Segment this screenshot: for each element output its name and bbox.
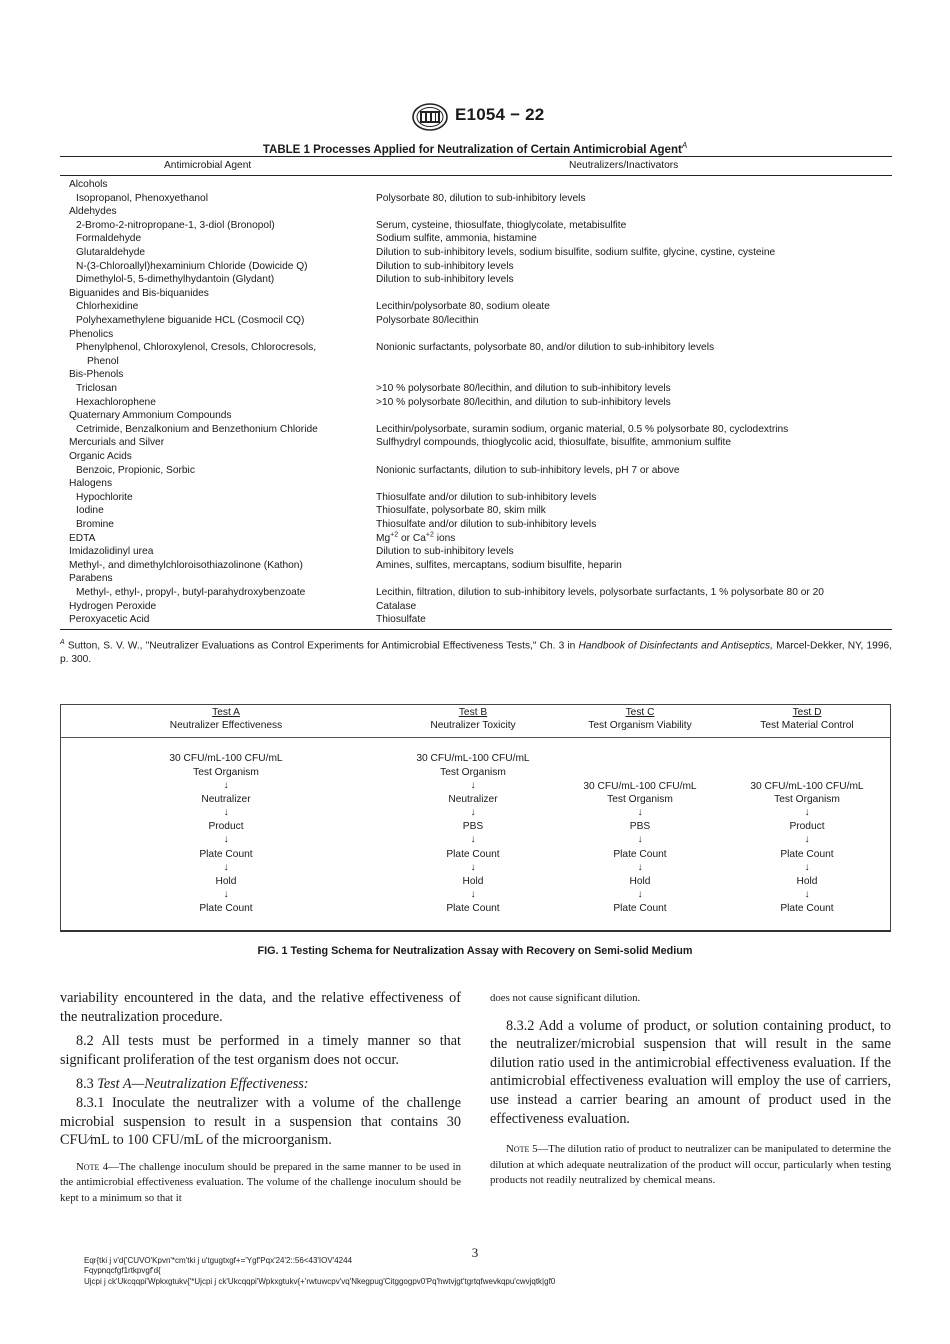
body-paragraph: variability encountered in the data, and the relative effectiveness of the neutralization procedure.	[60, 990, 461, 1025]
neutralizer-cell: Lecithin, filtration, dilution to sub-inhibitory levels, polysorbate surfactants, 1 % polysorbate 80 or 20	[376, 587, 824, 598]
schema-step: Plate Count	[613, 849, 667, 860]
table-row	[60, 504, 892, 518]
schema-step: Plate Count	[613, 903, 667, 914]
schema-step: Hold	[215, 876, 237, 887]
neutralizer-part: or Ca	[398, 532, 426, 544]
agent-cell: Alcohols	[69, 179, 108, 190]
table-row	[60, 586, 892, 600]
table-row	[60, 600, 892, 614]
schema-step: Neutralizer	[448, 794, 498, 805]
neutralizer-cell: Thiosulfate	[376, 614, 426, 626]
table-row	[60, 273, 892, 287]
footnote-tail: Marcel-Dekker, NY, 1996, p. 300.	[60, 640, 893, 666]
table-row	[60, 314, 892, 328]
schema-step: PBS	[462, 821, 484, 832]
agent-cell: Quaternary Ammonium Compounds	[69, 410, 232, 422]
agent-cell: Isopropanol, Phenoxyethanol	[76, 192, 208, 204]
note-5	[490, 1142, 891, 1189]
down-arrow-icon: ↓	[470, 862, 476, 873]
schema-column-title	[707, 706, 907, 719]
schema-step: Plate Count	[446, 849, 500, 860]
schema-step: Test Organism	[774, 794, 840, 805]
schema-step: Plate Count	[780, 903, 834, 914]
figure-caption: FIG. 1 Testing Schema for Neutralization Assay with Recovery on Semi-solid Medium	[257, 945, 693, 957]
table-title	[0, 141, 950, 156]
neutralizer-cell: >10 % polysorbate 80/lecithin, and dilution to sub-inhibitory levels	[376, 383, 671, 394]
table-row	[60, 300, 892, 314]
neutralizer-cell	[376, 532, 455, 546]
neutralizer-cell: Lecithin/polysorbate 80, sodium oleate	[376, 301, 550, 313]
page-number: 3	[471, 1245, 479, 1260]
note-label: Note 5	[506, 1143, 538, 1156]
charge-superscript: +2	[425, 531, 434, 539]
agent-cell: Methyl-, and dimethylchloroisothiazolinone (Kathon)	[69, 559, 303, 571]
schema-header-rule	[61, 737, 890, 738]
note-label: Note 4	[76, 1160, 109, 1173]
down-arrow-icon: ↓	[637, 862, 643, 873]
agent-cell: Iodine	[76, 505, 104, 517]
standard-designation: E1054 − 22	[455, 105, 545, 124]
neutralizer-cell: Sodium sulfite, ammonia, histamine	[376, 233, 537, 245]
down-arrow-icon: ↓	[637, 807, 643, 818]
table-row	[60, 559, 892, 573]
down-arrow-icon: ↓	[223, 889, 229, 900]
charge-superscript: +2	[390, 531, 399, 539]
agent-cell: Dimethylol-5, 5-dimethylhydantoin (Glydant)	[76, 274, 275, 286]
neutralizer-cell: Lecithin/polysorbate, suramin sodium, organic material, 0.5 % polysorbate 80, cyclodextrins	[376, 423, 789, 435]
neutralizer-cell: Amines, sulfites, mercaptans, sodium bisulfite, heparin	[376, 559, 622, 571]
agent-cell: Formaldehyde	[76, 233, 142, 245]
schema-title-text: Test A	[212, 707, 240, 718]
agent-cell: EDTA	[69, 532, 96, 544]
license-line: Fqypnqcfgf1rtkpvgf'd{	[84, 1266, 161, 1276]
neutralizer-cell: Sulfhydryl compounds, thioglycolic acid, thiosulfate, bisulfite, ammonium sulfite	[376, 437, 732, 449]
down-arrow-icon: ↓	[223, 780, 229, 791]
table-row	[60, 341, 892, 355]
section-8-2-paragraph: 8.2 All tests must be performed in a timely manner so that significant proliferation of the test organism does not occur.	[60, 1033, 461, 1068]
agent-cell: Hexachlorophene	[76, 396, 156, 408]
neutralizer-cell: Dilution to sub-inhibitory levels, sodium bisulfite, sodium sulfite, glycine, cystine, cysteine	[376, 247, 776, 258]
neutralizer-cell: Nonionic surfactants, dilution to sub-inhibitory levels, pH 7 or above	[376, 464, 680, 476]
body-left-column	[60, 989, 461, 1207]
schema-step: Test Organism	[607, 794, 673, 805]
column-header-neutralizer: Neutralizers/Inactivators	[569, 160, 679, 171]
note-4-continued: does not cause significant dilution.	[490, 992, 641, 1004]
neutralizer-cell: Nonionic surfactants, polysorbate 80, and/or dilution to sub-inhibitory levels	[376, 342, 715, 354]
table-row	[60, 545, 892, 559]
agent-cell: Aldehydes	[69, 206, 117, 218]
section-8-3-1-paragraph: 8.3.1 Inoculate the neutralizer with a volume of the challenge microbial suspension to result in a suspension that contains 30 CFU⁄mL to 100 CFU/mL of the microorganism.	[60, 1094, 461, 1149]
schema-column-subtitle: Neutralizer Effectiveness	[169, 720, 283, 731]
schema-column-subtitle: Neutralizer Toxicity	[430, 720, 516, 731]
table-row	[60, 382, 892, 396]
agent-cell: N-(3-Chloroallyl)hexaminium Chloride (Dowicide Q)	[76, 260, 308, 272]
agent-cell: Halogens	[69, 478, 113, 490]
table-row	[60, 532, 892, 546]
schema-step: Test Organism	[440, 767, 506, 778]
down-arrow-icon: ↓	[804, 834, 810, 845]
neutralizer-cell: >10 % polysorbate 80/lecithin, and dilution to sub-inhibitory levels	[376, 396, 671, 408]
table-row	[60, 287, 892, 301]
schema-step: Product	[789, 821, 825, 832]
schema-title-text: Test B	[458, 707, 488, 718]
down-arrow-icon: ↓	[223, 807, 229, 818]
down-arrow-icon: ↓	[223, 834, 229, 845]
agent-cell: Glutaraldehyde	[76, 247, 146, 258]
table-title-text: TABLE 1 Processes Applied for Neutralization of Certain Antimicrobial Agent	[262, 143, 682, 156]
table-row	[60, 232, 892, 246]
down-arrow-icon: ↓	[223, 862, 229, 873]
schema-step: Plate Count	[199, 903, 253, 914]
agent-cell: Methyl-, ethyl-, propyl-, butyl-parahydroxybenzoate	[76, 587, 306, 598]
agent-cell: Bis-Phenols	[69, 369, 124, 381]
table-footnote	[60, 636, 892, 667]
neutralizer-cell: Thiosulfate and/or dilution to sub-inhibitory levels	[376, 519, 597, 530]
note-text: —The dilution ratio of product to neutralizer can be manipulated to determine the dilution at which adequate neutralization of the product will occur, particularly when testing products not readily neutralized by chemical means.	[490, 1143, 891, 1187]
section-8-3-heading	[60, 1075, 461, 1094]
table-row	[60, 355, 892, 369]
schema-step: Plate Count	[446, 903, 500, 914]
down-arrow-icon: ↓	[470, 780, 476, 791]
table-row	[60, 436, 892, 450]
schema-step: Neutralizer	[201, 794, 251, 805]
down-arrow-icon: ↓	[470, 889, 476, 900]
neutralizer-cell: Dilution to sub-inhibitory levels	[376, 274, 514, 286]
down-arrow-icon: ↓	[804, 807, 810, 818]
note-4	[60, 1160, 461, 1207]
section-number: 8.3	[76, 1076, 94, 1093]
schema-step: 30 CFU/mL-100 CFU/mL	[750, 781, 864, 792]
table-row	[60, 192, 892, 206]
agent-cell: Imidazolidinyl urea	[69, 546, 154, 558]
license-line: Eqr{tki j v'd{'CUVO'Kpvn'*cm'tki j u'tgugtxgf+='Ygf'Pqx'24'2::56<43'IOV'4244	[84, 1256, 353, 1265]
footnote-text: Sutton, S. V. W., "Neutralizer Evaluations as Control Experiments for Antimicrobial Effectiveness Tests," Ch. 3 in	[67, 640, 576, 652]
schema-column-subtitle: Test Organism Viability	[588, 720, 692, 731]
neutralizer-cell: Polysorbate 80, dilution to sub-inhibitory levels	[376, 192, 586, 204]
neutralizer-part: ions	[433, 532, 456, 544]
agent-cell: Chlorhexidine	[76, 301, 139, 313]
agent-cell: Phenylphenol, Chloroxylenol, Cresols, Chlorocresols,	[76, 342, 317, 354]
agent-cell: Organic Acids	[69, 451, 132, 462]
neutralizer-cell: Dilution to sub-inhibitory levels	[376, 260, 514, 272]
schema-column-title	[126, 706, 326, 719]
table-row	[60, 518, 892, 532]
neutralizer-cell: Thiosulfate, polysorbate 80, skim milk	[376, 505, 546, 517]
schema-step: Plate Count	[780, 849, 834, 860]
down-arrow-icon: ↓	[637, 889, 643, 900]
agent-cell: Biguanides and Bis-biquanides	[69, 287, 209, 299]
schema-column-subtitle: Test Material Control	[760, 720, 854, 731]
neutralizer-cell: Polysorbate 80/lecithin	[376, 315, 479, 326]
page-header	[0, 102, 950, 132]
table-title-footnote-marker: A	[681, 141, 688, 150]
down-arrow-icon: ↓	[470, 834, 476, 845]
agent-cell: 2-Bromo-2-nitropropane-1, 3-diol (Bronopol)	[76, 219, 275, 231]
down-arrow-icon: ↓	[470, 807, 476, 818]
table-row	[60, 477, 892, 491]
table-top-rule	[60, 156, 892, 157]
agent-cell: Parabens	[69, 573, 113, 585]
testing-schema-figure	[60, 704, 891, 932]
neutralizer-part: Mg	[376, 532, 391, 544]
agent-cell: Cetrimide, Benzalkonium and Benzethonium Chloride	[76, 423, 318, 435]
schema-step: Hold	[796, 876, 818, 887]
agent-cell: Peroxyacetic Acid	[69, 614, 150, 626]
down-arrow-icon: ↓	[804, 889, 810, 900]
footnote-marker: A	[60, 639, 65, 646]
table-row	[60, 396, 892, 410]
section-title: Test A—Neutralization Effectiveness:	[97, 1076, 309, 1093]
table-row	[60, 178, 892, 192]
agent-cell: Triclosan	[76, 383, 117, 394]
table-row	[60, 246, 892, 260]
agent-cell: Hydrogen Peroxide	[69, 600, 157, 612]
note-text: —The challenge inoculum should be prepared in the same manner to be used in the antimicrobial effectiveness evaluation. The volume of the challenge inoculum should be kept to a minimum so that it	[60, 1160, 461, 1204]
table-row	[60, 464, 892, 478]
agent-cell: Phenolics	[69, 328, 114, 340]
body-right-column	[490, 991, 891, 1189]
table-row	[60, 260, 892, 274]
schema-title-text: Test C	[625, 707, 655, 718]
table-bottom-rule	[60, 629, 892, 630]
neutralizer-cell: Thiosulfate and/or dilution to sub-inhibitory levels	[376, 491, 597, 503]
table-row	[60, 219, 892, 233]
section-8-3-2-paragraph: 8.3.2 Add a volume of product, or solution containing product, to the neutralizer/microbial suspension that will result in the same dilution ratio used in the antimicrobial effectiveness evaluation. If the antimicrobial effectiveness evaluation will employ the use of carriers, use instead a carrier bearing an amount of product used in the effectiveness evaluation.	[490, 1017, 891, 1127]
schema-step: 30 CFU/mL-100 CFU/mL	[416, 753, 530, 764]
schema-step: 30 CFU/mL-100 CFU/mL	[583, 781, 697, 792]
schema-step: Product	[208, 821, 244, 832]
neutralizer-cell: Serum, cysteine, thiosulfate, thioglycolate, metabisulfite	[376, 219, 627, 231]
schema-title-text: Test D	[792, 707, 822, 718]
table-row	[60, 328, 892, 342]
table-row	[60, 368, 892, 382]
neutralizer-cell: Dilution to sub-inhibitory levels	[376, 546, 514, 558]
schema-step: 30 CFU/mL-100 CFU/mL	[169, 753, 283, 764]
license-line: Ujcpi j ck'Ukcqqpi'Wpkxgtukv{'*Ujcpi j ck'Ukcqqpi'Wpkxgtukv{+'rwtuwcpv'vq'Nkegpug'Citggogpv0'Pq'hwtvjgt'tgrtqfwevkqpu'cwvjqtk|gf0	[84, 1276, 556, 1286]
agent-cell: Polyhexamethylene biguanide HCL (Cosmocil CQ)	[76, 315, 305, 326]
footnote-book-title: Handbook of Disinfectants and Antiseptics,	[578, 640, 773, 652]
column-header-agent: Antimicrobial Agent	[164, 160, 252, 171]
agent-cell: Benzoic, Propionic, Sorbic	[76, 464, 195, 476]
table-row	[60, 423, 892, 437]
agent-cell: Mercurials and Silver	[69, 437, 165, 449]
agent-cell: Bromine	[76, 519, 114, 530]
table-row	[60, 409, 892, 423]
schema-step: Plate Count	[199, 849, 253, 860]
schema-step: PBS	[629, 821, 651, 832]
neutralizer-cell: Catalase	[376, 600, 417, 612]
astm-logo-icon	[410, 102, 450, 132]
table-row	[60, 450, 892, 464]
schema-step: Test Organism	[193, 767, 259, 778]
table-row	[60, 572, 892, 586]
agent-cell: Phenol	[87, 355, 119, 367]
schema-step: Hold	[462, 876, 484, 887]
agent-cell: Hypochlorite	[76, 491, 133, 503]
table-row	[60, 491, 892, 505]
table-row	[60, 613, 892, 627]
table-header-rule	[60, 175, 892, 176]
down-arrow-icon: ↓	[804, 862, 810, 873]
down-arrow-icon: ↓	[637, 834, 643, 845]
table-row	[60, 205, 892, 219]
schema-step: Hold	[629, 876, 651, 887]
license-stamp	[84, 1256, 555, 1287]
